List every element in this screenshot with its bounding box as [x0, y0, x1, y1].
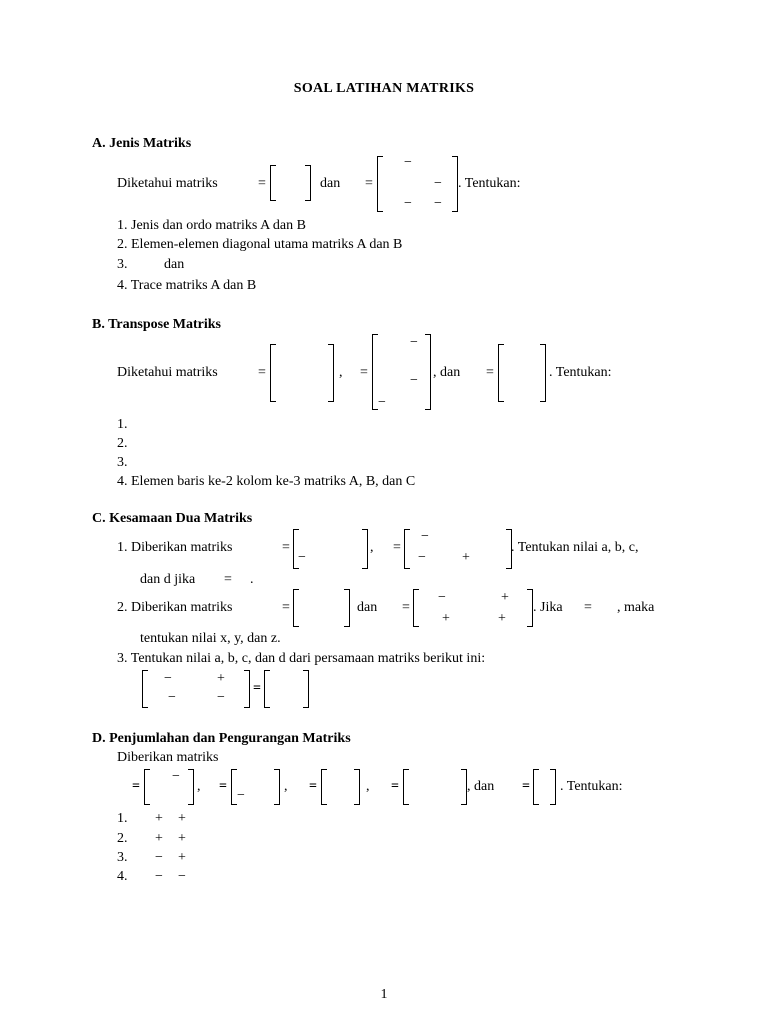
equals-sign: =: [258, 176, 266, 191]
list-item: 1.: [117, 811, 128, 826]
matrix-bracket-left: [144, 769, 150, 805]
page-number: 1: [380, 987, 388, 1002]
section-c-q1: 1. Diberikan matriks: [117, 540, 233, 555]
equals-sign: =: [486, 365, 494, 380]
plus-sign: +: [498, 611, 506, 626]
equals-sign: =: [391, 779, 399, 794]
plus-sign: +: [178, 811, 186, 826]
minus-sign: −: [168, 690, 176, 705]
equals-sign: =: [309, 779, 317, 794]
section-c-q3: 3. Tentukan nilai a, b, c, dan d dari persamaan matriks berikut ini:: [117, 651, 486, 666]
section-b-tentukan: . Tentukan:: [549, 365, 612, 380]
section-a-intro: Diketahui matriks: [117, 176, 218, 191]
matrix-bracket-right: [354, 769, 360, 805]
equals-sign: =: [522, 779, 530, 794]
equals-sign: =: [253, 681, 261, 696]
list-item-text: dan: [164, 257, 185, 272]
list-item: 3.: [117, 257, 128, 272]
matrix-bracket-left: [264, 670, 270, 708]
matrix-bracket-right: [425, 334, 431, 410]
list-item: 1. Jenis dan ordo matriks A dan B: [117, 218, 306, 233]
matrix-bracket-right: [303, 670, 309, 708]
equals-sign: =: [282, 540, 290, 555]
section-c-q2-dan: dan: [357, 600, 378, 615]
section-d-tentukan: . Tentukan:: [560, 779, 623, 794]
list-item: 3.: [117, 850, 128, 865]
list-item: 4. Trace matriks A dan B: [117, 278, 257, 293]
equals-sign: =: [282, 600, 290, 615]
equals-sign: =: [365, 176, 373, 191]
section-d-heading: D. Penjumlahan dan Pengurangan Matriks: [92, 731, 351, 746]
plus-sign: +: [155, 811, 163, 826]
matrix-bracket-right: [305, 165, 311, 201]
minus-sign: −: [155, 850, 163, 865]
minus-sign: −: [178, 869, 186, 884]
equals-sign: =: [224, 572, 232, 587]
equals-sign: =: [219, 779, 227, 794]
minus-sign: −: [298, 550, 306, 565]
list-item: 3.: [117, 455, 128, 470]
matrix-bracket-right: [328, 344, 334, 402]
equals-sign: =: [393, 540, 401, 555]
comma: ,: [339, 365, 343, 380]
minus-sign: −: [404, 196, 412, 211]
plus-sign: +: [155, 831, 163, 846]
section-c-q2-maka: , maka: [617, 600, 655, 615]
section-a-and: dan: [320, 176, 341, 191]
plus-sign: +: [178, 850, 186, 865]
list-item: 1.: [117, 417, 128, 432]
minus-sign: −: [155, 869, 163, 884]
minus-sign: −: [434, 196, 442, 211]
comma: ,: [366, 779, 370, 794]
section-c-q2: 2. Diberikan matriks: [117, 600, 233, 615]
matrix-bracket-right: [550, 769, 556, 805]
minus-sign: −: [164, 671, 172, 686]
matrix-bracket-right: [344, 589, 350, 627]
matrix-bracket-left: [293, 589, 299, 627]
matrix-bracket-left: [270, 165, 276, 201]
matrix-bracket-left: [498, 344, 504, 402]
plus-sign: +: [442, 611, 450, 626]
plus-sign: +: [178, 831, 186, 846]
list-item: 2.: [117, 436, 128, 451]
section-d-dan: , dan: [467, 779, 495, 794]
section-b-and: , dan: [433, 365, 461, 380]
list-item: 4.: [117, 869, 128, 884]
list-item: 2. Elemen-elemen diagonal utama matriks A dan B: [117, 237, 403, 252]
matrix-bracket-left: [321, 769, 327, 805]
matrix-bracket-left: [142, 670, 148, 708]
section-a-tentukan: . Tentukan:: [458, 176, 521, 191]
minus-sign: −: [378, 395, 386, 410]
minus-sign: −: [438, 590, 446, 605]
plus-sign: +: [462, 550, 470, 565]
minus-sign: −: [418, 550, 426, 565]
comma: ,: [370, 540, 374, 555]
section-b-intro: Diketahui matriks: [117, 365, 218, 380]
section-b-heading: B. Transpose Matriks: [92, 317, 221, 332]
minus-sign: −: [434, 176, 442, 191]
plus-sign: +: [501, 590, 509, 605]
matrix-bracket-right: [188, 769, 194, 805]
list-item: 4. Elemen baris ke-2 kolom ke-3 matriks A, B, dan C: [117, 474, 416, 489]
equals-sign: =: [360, 365, 368, 380]
matrix-bracket-left: [403, 769, 409, 805]
section-c-q1-tail: . Tentukan nilai a, b, c,: [511, 540, 639, 555]
matrix-bracket-left: [270, 344, 276, 402]
section-a-heading: A. Jenis Matriks: [92, 136, 192, 151]
minus-sign: −: [237, 788, 245, 803]
minus-sign: −: [172, 769, 180, 784]
comma: ,: [197, 779, 201, 794]
period: .: [250, 572, 254, 587]
matrix-bracket-left: [413, 589, 419, 627]
section-d-intro: Diberikan matriks: [117, 750, 219, 765]
equals-sign: =: [584, 600, 592, 615]
equals-sign: =: [258, 365, 266, 380]
minus-sign: −: [410, 373, 418, 388]
minus-sign: −: [421, 529, 429, 544]
minus-sign: −: [217, 690, 225, 705]
list-item: 2.: [117, 831, 128, 846]
matrix-bracket-left: [404, 529, 410, 569]
matrix-bracket-left: [377, 156, 383, 212]
matrix-bracket-right: [540, 344, 546, 402]
matrix-bracket-right: [274, 769, 280, 805]
section-c-heading: C. Kesamaan Dua Matriks: [92, 511, 253, 526]
equals-sign: =: [402, 600, 410, 615]
plus-sign: +: [217, 671, 225, 686]
matrix-bracket-right: [362, 529, 368, 569]
section-c-q2-jika: . Jika: [533, 600, 563, 615]
page-title: SOAL LATIHAN MATRIKS: [293, 81, 475, 96]
section-c-q1-line2: dan d jika: [140, 572, 196, 587]
section-c-q2-line2: tentukan nilai x, y, dan z.: [140, 631, 281, 646]
matrix-bracket-left: [533, 769, 539, 805]
minus-sign: −: [404, 155, 412, 170]
minus-sign: −: [410, 335, 418, 350]
matrix-bracket-right: [244, 670, 250, 708]
equals-sign: =: [132, 779, 140, 794]
comma: ,: [284, 779, 288, 794]
